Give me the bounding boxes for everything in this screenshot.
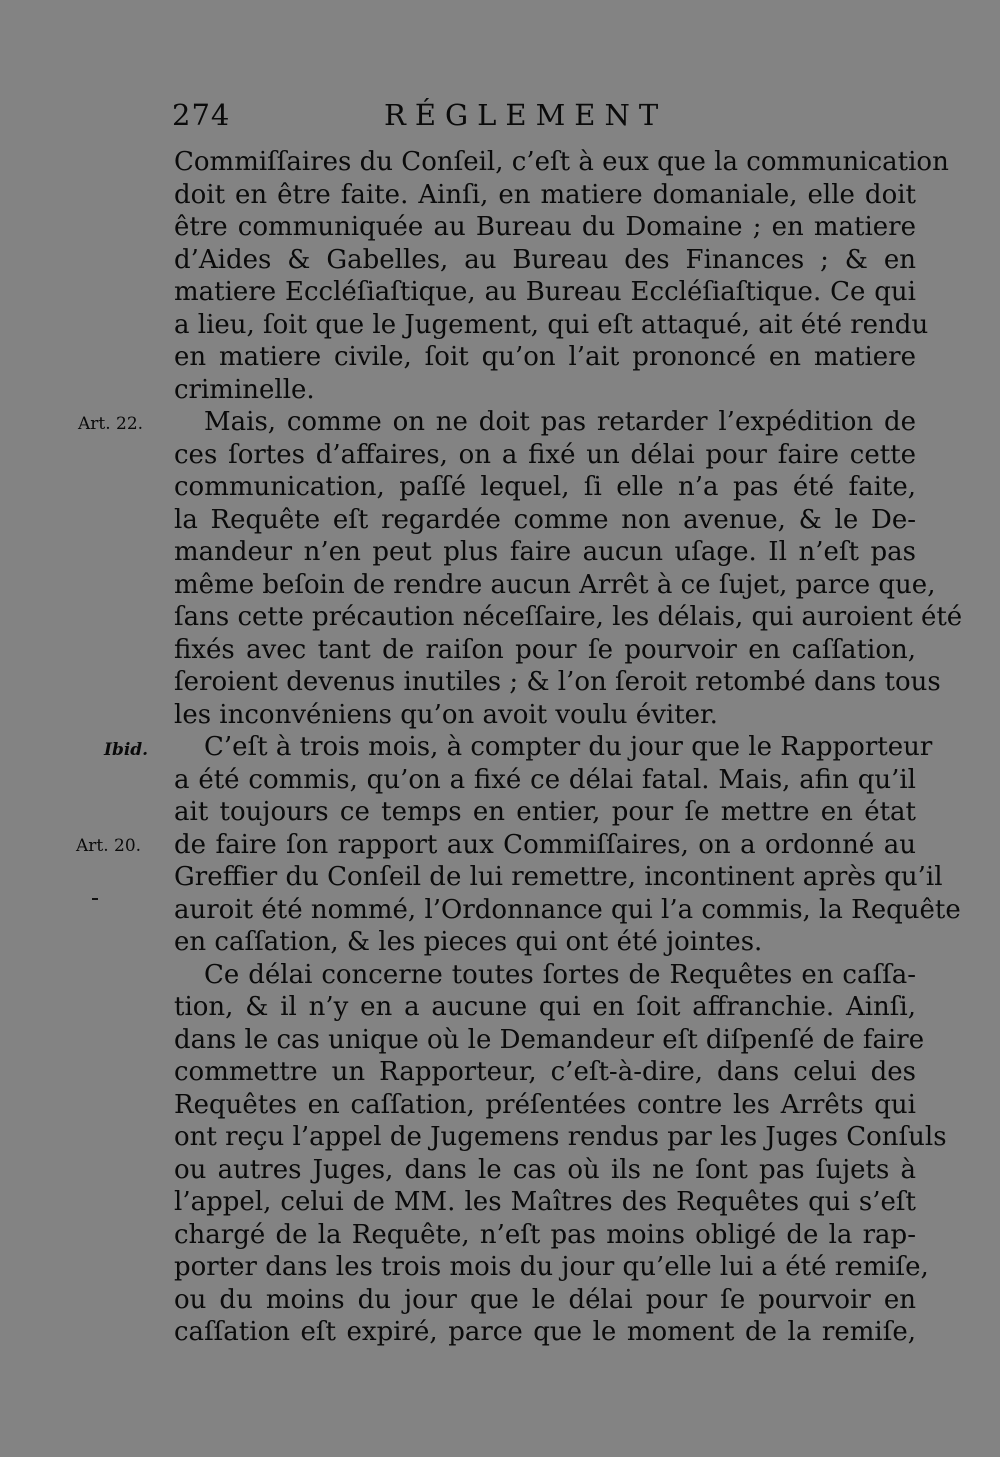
text-line: communication, paſſé lequel, ſi elle n’a pas été faite,	[174, 472, 916, 502]
text-line: l’appel, celui de MM. les Maîtres des Requêtes qui s’eſt	[174, 1187, 916, 1217]
text-line: C’eſt à trois mois, à compter du jour que le Rapporteur	[204, 732, 933, 762]
text-line: ait toujours ce temps en entier, pour ſe mettre en état	[174, 797, 916, 827]
text-line: les inconvéniens qu’on avoit voulu éviter.	[174, 699, 718, 730]
text-line: être communiquée au Bureau du Domaine ; en matiere	[174, 212, 916, 242]
text-line: d’Aides & Gabelles, au Bureau des Finances ; & en	[174, 244, 916, 275]
page-number: 274	[172, 98, 231, 132]
text-line: la Requête eſt regardée comme non avenue, & le De-	[174, 504, 916, 535]
text-line: Requêtes en caſſation, préſentées contre les Arrêts qui	[174, 1089, 916, 1120]
margin-note-ibid: Ibid.	[104, 740, 149, 760]
text-line: doit en être faite. Ainſi, en matiere domaniale, elle doit	[174, 179, 916, 210]
margin-note-art-20: Art. 20.	[76, 836, 142, 856]
text-line: Commiſſaires du Conſeil, c’eſt à eux que la communication	[174, 147, 949, 177]
text-line: tion, & il n’y en a aucune qui en ſoit affranchie. Ainſi,	[174, 992, 916, 1022]
text-line: ou du moins du jour que le délai pour ſe pourvoir en	[174, 1284, 916, 1315]
running-title: RÉGLEMENT	[384, 98, 668, 132]
text-line: ont reçu l’appel de Jugemens rendus par les Juges Conſuls	[174, 1122, 947, 1152]
text-line: même beſoin de rendre aucun Arrêt à ce ſujet, parce que,	[174, 569, 936, 600]
text-line: commettre un Rapporteur, c’eſt-à-dire, dans celui des	[174, 1057, 916, 1087]
text-line: Ce délai concerne toutes ſortes de Requêtes en caſſa-	[204, 959, 916, 990]
text-line: Mais, comme on ne doit pas retarder l’expédition de	[204, 407, 916, 437]
text-line: en matiere civile, ſoit qu’on l’ait prononcé en matiere	[174, 342, 916, 372]
ink-speck	[92, 898, 98, 900]
page-header	[172, 98, 732, 138]
text-line: en caſſation, & les pieces qui ont été jointes.	[174, 927, 763, 957]
text-line: porter dans les trois mois du jour qu’elle lui a été remiſe,	[174, 1252, 929, 1282]
text-line: matiere Eccléſiaſtique, au Bureau Eccléſiaſtique. Ce qui	[174, 277, 916, 307]
body-text	[174, 146, 963, 1349]
text-line: criminelle.	[174, 374, 315, 405]
text-line: ces ſortes d’affaires, on a fixé un délai pour faire cette	[174, 439, 916, 470]
text-line: fixés avec tant de raiſon pour ſe pourvoir en caſſation,	[174, 634, 916, 665]
text-line: ſans cette précaution néceſſaire, les délais, qui auroient été	[174, 602, 963, 632]
text-line: caſſation eſt expiré, parce que le moment de la remiſe,	[174, 1317, 916, 1347]
text-line: Greffier du Conſeil de lui remettre, incontinent après qu’il	[174, 862, 943, 892]
text-line: mandeur n’en peut plus faire aucun uſage. Il n’eſt pas	[174, 537, 916, 567]
text-line: a été commis, qu’on a fixé ce délai fatal. Mais, afin qu’il	[174, 764, 916, 795]
text-line: de faire ſon rapport aux Commiſſaires, on a ordonné au	[174, 829, 916, 860]
text-line: dans le cas unique où le Demandeur eſt diſpenſé de faire	[174, 1024, 925, 1055]
text-line: ou autres Juges, dans le cas où ils ne ſont pas ſujets à	[174, 1154, 916, 1185]
text-line: a lieu, ſoit que le Jugement, qui eſt attaqué, ait été rendu	[174, 309, 929, 340]
text-line: chargé de la Requête, n’eſt pas moins obligé de la rap-	[174, 1219, 916, 1250]
text-line: auroit été nommé, l’Ordonnance qui l’a commis, la Requête	[174, 894, 961, 925]
text-line: ſeroient devenus inutiles ; & l’on ſeroit retombé dans tous	[174, 667, 941, 697]
margin-note-art-22: Art. 22.	[78, 414, 144, 434]
